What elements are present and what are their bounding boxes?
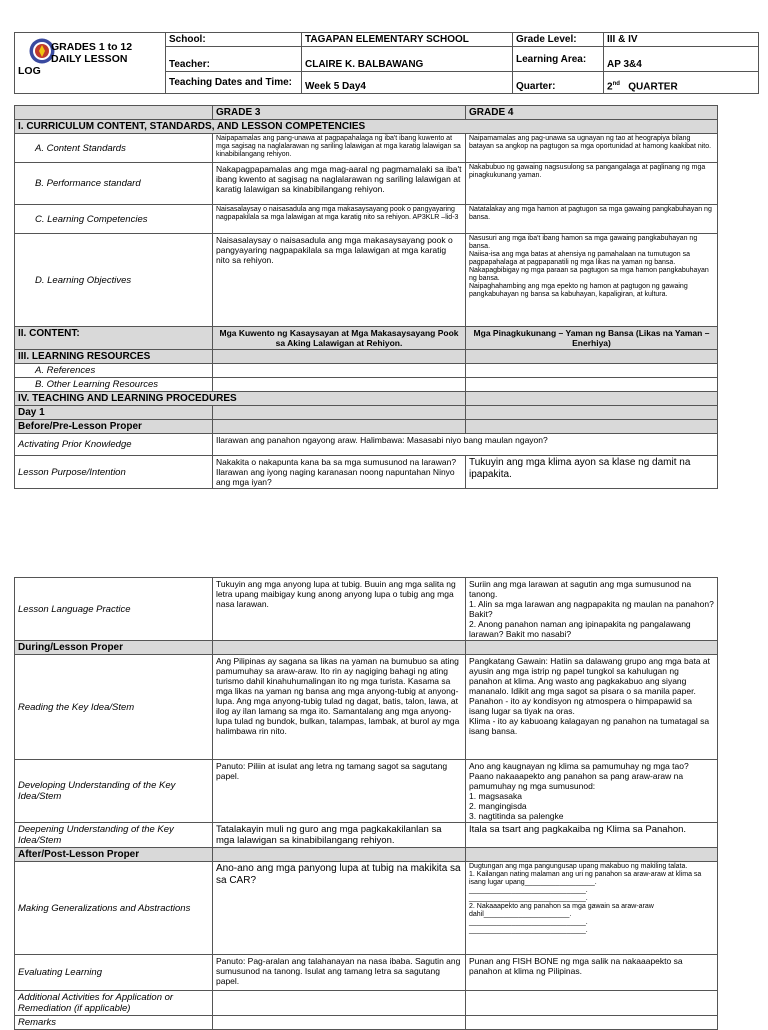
list-item: 1. Kailangan nating malaman ang uri ng panahon sa araw-araw at klima sa isang lugar upang__________________.: [469, 871, 702, 886]
list-item: Suriin ang mga larawan at sagutin ang mga sumusunod na tanong.: [469, 579, 692, 599]
generalizations-g3: Ano-ano ang mga panyong lupa at tubig na makikita sa sa CAR?: [213, 862, 466, 955]
list-item: ______________________________.: [469, 927, 588, 934]
blank-cell: [466, 641, 718, 655]
teacher-value: CLAIRE K. BALBAWANG: [302, 47, 513, 72]
school-value: TAGAPAN ELEMENTARY SCHOOL: [302, 33, 513, 47]
deepening-understanding-g4: Itala sa tsart ang pagkakaiba ng Klima sa Panahon.: [466, 823, 718, 848]
list-item: Dugtungan ang mga pangungusap upang makabuo ng makiling talata.: [469, 863, 688, 870]
blank-cell: [213, 991, 466, 1016]
blank-cell: [466, 848, 718, 862]
grade4-header: GRADE 4: [466, 106, 718, 120]
quarter-label: Quarter:: [513, 72, 604, 94]
objective-item: Nasusuri ang mga iba't ibang hamon sa mga gawaing pangkabuhayan ng bansa.: [469, 235, 698, 250]
logo-cell: [15, 33, 166, 94]
developing-understanding-g4: [466, 760, 718, 823]
section-learning-resources: III. LEARNING RESOURCES: [15, 350, 213, 364]
developing-understanding-g3: Panuto: Piliin at isulat ang letra ng tamang sagot sa sagutang papel.: [213, 760, 466, 823]
lesson-table-page1: [14, 105, 718, 489]
list-item: 2. mangingisda: [469, 801, 527, 811]
teacher-label: Teacher:: [166, 47, 302, 72]
blank-cell: [213, 1016, 466, 1030]
lesson-purpose-g4: Tukuyin ang mga klima ayon sa klase ng damit na ipapakita.: [466, 456, 718, 489]
list-item: ______________________________.: [469, 895, 588, 902]
remarks-label: Remarks: [15, 1016, 213, 1030]
lesson-table-page2: [14, 577, 718, 1030]
lesson-purpose-g3: Nakakita o nakapunta kana ba sa mga sumusunod na larawan? Ilarawan ang iyong naging karanasan noong napuntahan Ninyo ang mga iyan?: [213, 456, 466, 489]
grade-level-label: Grade Level:: [513, 33, 604, 47]
blank-cell: [466, 364, 718, 378]
learning-area-value: AP 3&4: [604, 47, 759, 72]
list-item: Ano ang kaugnayan ng klima sa pamumuhay ng mga tao? Paano nakaaapekto ang panahon sa pang araw-araw na pamumuhay ng mga sumusunod:: [469, 761, 689, 791]
content-standards-g4: Naipamamalas ang pag-unawa sa ugnayan ng tao at heograpiya bilang batayan sa angkop na pagtugon sa mga oportunidad at hamong kaakibat nito.: [466, 134, 718, 163]
logo-title: GRADES 1 to 12 DAILY LESSON: [51, 41, 133, 65]
generalizations-label: Making Generalizations and Abstractions: [15, 862, 213, 955]
lesson-purpose-label: Lesson Purpose/Intention: [15, 456, 213, 489]
activating-prior-knowledge-text: Ilarawan ang panahon ngayong araw. Halimbawa: Masasabi niyo bang maulan ngayon?: [213, 434, 718, 456]
content-standards-label: A. Content Standards: [15, 134, 213, 163]
blank-cell: [466, 406, 718, 420]
other-resources-label: B. Other Learning Resources: [15, 378, 213, 392]
learning-competencies-label: C. Learning Competencies: [15, 205, 213, 234]
performance-standard-g4: Nakabubuo ng gawaing nagsusulong sa pangangalaga at paglinang ng mga pinagkukunang yaman.: [466, 163, 718, 205]
additional-activities-label: Additional Activities for Application or Remediation (if applicable): [15, 991, 213, 1016]
learning-area-label: Learning Area:: [513, 47, 604, 72]
blank-cell: [213, 350, 466, 364]
objective-item: Naiisa-isa ang mga batas at ahensiya ng pamahalaan na tumutugon sa pagpapahalaga at pagpapanatili ng mga likas na yaman ng bansa.: [469, 251, 691, 266]
references-label: A. References: [15, 364, 213, 378]
blank-header-cell: [15, 106, 213, 120]
grade-level-value: III & IV: [604, 33, 759, 47]
grade3-header: GRADE 3: [213, 106, 466, 120]
after-lesson-label: After/Post-Lesson Proper: [15, 848, 213, 862]
list-item: 1. magsasaka: [469, 791, 522, 801]
content-g4: Mga Pinagkukunang – Yaman ng Bansa (Likas na Yaman – Enerhiya): [466, 327, 718, 350]
list-item: Klima - ito ay kabuoang kalagayan ng panahon na tumatagal sa isang bansa.: [469, 716, 710, 736]
language-practice-g4: [466, 578, 718, 641]
list-item: 3. nagtitinda sa palengke: [469, 811, 564, 821]
list-item: Panahon - ito ay kondisyon ng atmospera o himpapawid sa isang lugar sa tiyak na oras.: [469, 696, 693, 716]
objective-item: Naipaghahambing ang mga epekto ng hamon at pagtugon ng gawaing pangkabuhayan ng bansa sa kabuhayan, kapaligiran, at kultura.: [469, 283, 688, 298]
list-item: Pangkatang Gawain: Hatiin sa dalawang grupo ang mga bata at ayusin ang mga istrip ng papel tungkol sa kahulugan ng panahon at klima. Ang wasto ang pagkakabuo ang siyang mananalo. Idikit ang mga sagot sa pisara o sa manila paper.: [469, 656, 710, 696]
quarter-value: 2nd QUARTER: [604, 72, 759, 94]
header-table: [14, 32, 759, 94]
before-lesson-label: Before/Pre-Lesson Proper: [15, 420, 213, 434]
content-standards-g3: Naipapamalas ang pang-unawa at pagpapahalaga ng iba't ibang kuwento at mga sagisag na naglalarawan ng sariling lalawigan at mga karatig lalawigan sa kinabibilangang rehiyon.: [213, 134, 466, 163]
blank-cell: [466, 420, 718, 434]
learning-competencies-g3: Naisasalaysay o naisasadula ang mga makasaysayang pook o pangyayaring nagpapakilala sa mga lalawigan at mga karatig nito sa rehiyon. AP3KLR –lid-3: [213, 205, 466, 234]
learning-competencies-g4: Natatalakay ang mga hamon at pagtugon sa mga gawaing pangkabuhayan ng bansa.: [466, 205, 718, 234]
blank-cell: [466, 392, 718, 406]
list-item: 2. Anong panahon naman ang ipinapakita ng pangalawang larawan? Bakit mo nasabi?: [469, 619, 691, 639]
learning-objectives-g3: Naisasalaysay o naisasadula ang mga makasaysayang pook o pangyayaring nagpapakilala sa mga lalawigan at mga karatig nito sa rehiyon.: [213, 234, 466, 327]
evaluating-learning-label: Evaluating Learning: [15, 955, 213, 991]
evaluating-learning-g3: Panuto: Pag-aralan ang talahanayan na nasa ibaba. Sagutin ang sumusunod na tanong. Isulat ang tamang letra sa sagutang papel.: [213, 955, 466, 991]
language-practice-label: Lesson Language Practice: [15, 578, 213, 641]
blank-cell: [466, 991, 718, 1016]
key-idea-g4: [466, 655, 718, 760]
deepening-understanding-g3: Tatalakayin muli ng guro ang mga pagkakakilanlan sa mga lalawigan sa kinabibilangang rehiyon.: [213, 823, 466, 848]
blank-cell: [213, 420, 466, 434]
developing-understanding-label: Developing Understanding of the Key Idea/Stem: [15, 760, 213, 823]
list-item: 1. Alin sa mga larawan ang nagpapakita ng maulan na panahon? Bakit?: [469, 599, 714, 619]
blank-cell: [213, 848, 466, 862]
list-item: 2. Nakaaapekto ang panahon sa mga gawain sa araw-araw dahil______________________.: [469, 903, 654, 918]
dates-value: Week 5 Day4: [302, 72, 513, 94]
blank-cell: [213, 641, 466, 655]
blank-cell: [213, 406, 466, 420]
day1-label: Day 1: [15, 406, 213, 420]
logo-log: LOG: [18, 65, 41, 77]
blank-cell: [466, 350, 718, 364]
list-item: ______________________________.: [469, 887, 588, 894]
performance-standard-g3: Nakapagpapamalas ang mga mag-aaral ng pagmamalaki sa iba't ibang kwento at sagisag na naglalarawan ng sariling lalawigan at karatig lalawigan sa kinabibilangang rehiyon.: [213, 163, 466, 205]
evaluating-learning-g4: Punan ang FISH BONE ng mga salik na nakaaapekto sa panahon at klima ng Pilipinas.: [466, 955, 718, 991]
section-procedures: IV. TEACHING AND LEARNING PROCEDURES: [15, 392, 466, 406]
activating-prior-knowledge-label: Activating Prior Knowledge: [15, 434, 213, 456]
blank-cell: [466, 1016, 718, 1030]
key-idea-g3: Ang Pilipinas ay sagana sa likas na yaman na bumubuo sa ating pamumuhay sa araw-araw. Ito rin ay nagiging bahagi ng ating turismo dahil kinahuhumalingan ito ng mga turista. Kasama sa mga likas na yaman ng bansa ang mga anyong-tubig at anyong-lupa. Ang mga anyong-tubig tulad ng dagat, batis, talon, lawa, at ilog ay ilan lamang sa mga ito. Samantalang ang mga anyong-lupa tulad ng bundok, bulkan, talampas, lambak, at burol ay mga halimbawa rin nito.: [213, 655, 466, 760]
content-g3: Mga Kuwento ng Kasaysayan at Mga Makasaysayang Pook sa Aking Lalawigan at Rehiyon.: [213, 327, 466, 350]
list-item: ______________________________.: [469, 919, 588, 926]
during-lesson-label: During/Lesson Proper: [15, 641, 213, 655]
blank-cell: [466, 378, 718, 392]
key-idea-label: Reading the Key Idea/Stem: [15, 655, 213, 760]
dates-label: Teaching Dates and Time:: [166, 72, 302, 94]
blank-cell: [213, 378, 466, 392]
language-practice-g3: Tukuyin ang mga anyong lupa at tubig. Buuin ang mga salita ng letra upang maibigay kung anong anyong lupa o tubig ang mga nasa larawan.: [213, 578, 466, 641]
section-content: II. CONTENT:: [15, 327, 213, 350]
objective-item: Nakapagbibigay ng mga paraan sa pagtugon sa mga hamon pangkabuhayan ng bansa.: [469, 267, 709, 282]
performance-standard-label: B. Performance standard: [15, 163, 213, 205]
deepening-understanding-label: Deepening Understanding of the Key Idea/Stem: [15, 823, 213, 848]
learning-objectives-label: D. Learning Objectives: [15, 234, 213, 327]
blank-cell: [213, 364, 466, 378]
school-label: School:: [166, 33, 302, 47]
section-curriculum: I. CURRICULUM CONTENT, STANDARDS, AND LESSON COMPETENCIES: [15, 120, 718, 134]
learning-objectives-g4: [466, 234, 718, 327]
generalizations-g4: [466, 862, 718, 955]
